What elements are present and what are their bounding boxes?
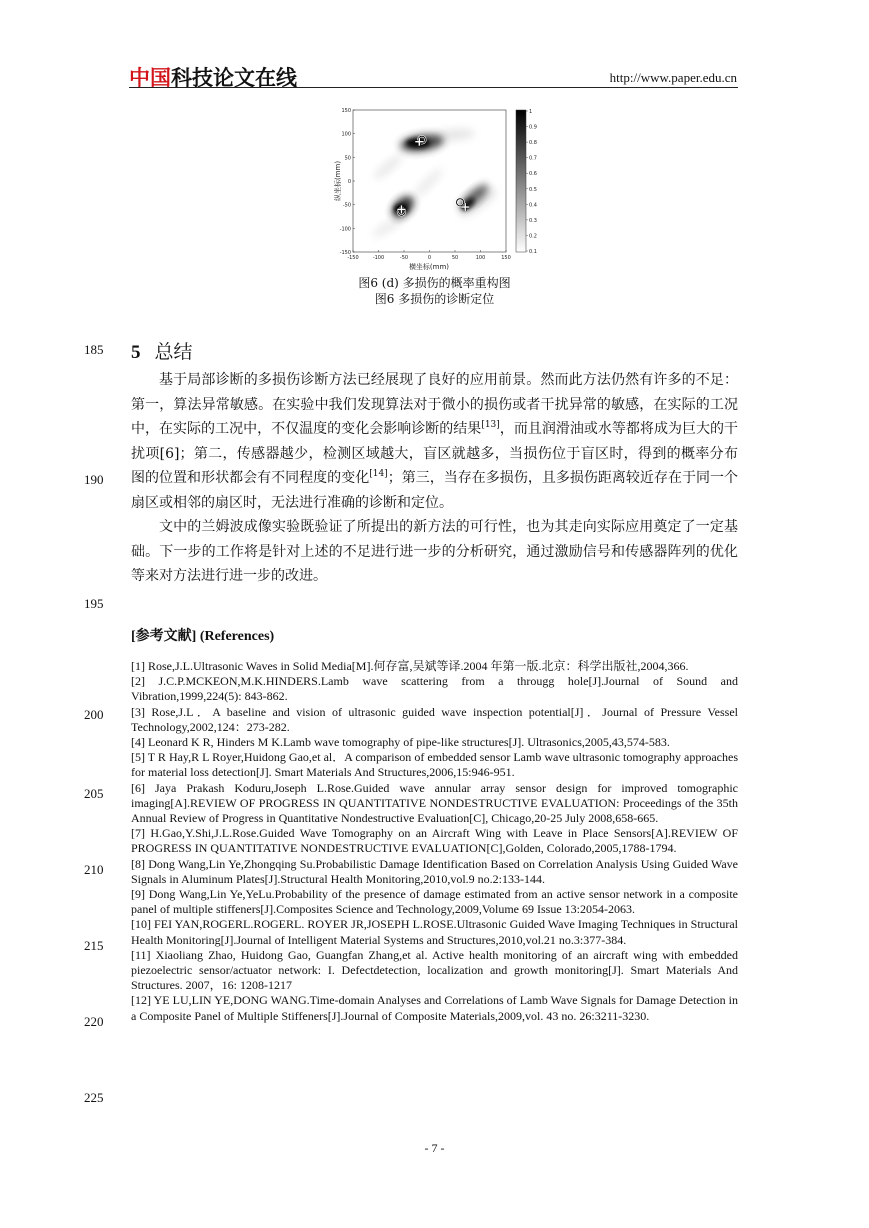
line-number: 195 [84, 596, 104, 611]
citation-13[interactable]: [13] [481, 420, 500, 431]
x-axis-label: 横坐标(mm) [408, 263, 450, 271]
line-number: 200 [84, 707, 104, 722]
y-tick-label: -50 [342, 202, 351, 209]
reference-item: [12] YE LU,LIN YE,DONG WANG.Time-domain Analyses and Correlations of Lamb Wave Signals for Damage Detection in a Composite Panel of Multiple Stiffeners[J].Journal of Composite Materials,2009,vol. 43 no. 26:3211-3230. [131, 993, 738, 1023]
y-tick-label: 50 [344, 155, 351, 162]
reference-list [131, 659, 738, 1024]
section-number: 5 [131, 342, 141, 363]
colorbar-tick-label: 0.9 [529, 124, 537, 131]
para1-text-a: 基于局部诊断的多损伤诊断方法已经展现了良好的应用前景。然而此方法仍然有许多的不足：第一，算法异常敏感。在实验中我们发现算法对于微小的损伤或者干扰异常的敏感，在实际的工况中，在实际的工况中，不仅温度的变化会影响诊断的结果 [131, 372, 738, 438]
colorbar [516, 110, 526, 252]
x-tick-label: -50 [399, 255, 409, 261]
y-tick-label: -150 [339, 250, 351, 256]
figure-sub-caption: 图6 (d) 多损伤的概率重构图 [358, 276, 511, 290]
page-number: - 7 - [424, 1141, 445, 1155]
para1-text-b: ，而且润滑油或水等都将成为巨大的干扰项[6]；第二，传感器越少，检测区域越大，盲区就越多，当损伤位于盲区时，得到的概率分布图的位置和形状都会有不同程度的变化 [131, 421, 739, 487]
logo-red-text: 中国 [129, 66, 171, 90]
x-tick-label: 150 [501, 255, 511, 261]
line-number: 210 [84, 862, 104, 877]
x-tick-label: 50 [451, 255, 459, 261]
colorbar-tick-label: 0.4 [529, 202, 537, 209]
section-heading [131, 337, 193, 364]
reference-item: [9] Dong Wang,Lin Ye,YeLu.Probability of the presence of damage estimated from an active sensor network in a composite panel of multiple stiffeners[J].Composites Science and Technology,2009,Volume 69 Issue 13:2054-2063. [131, 887, 738, 917]
line-number: 215 [84, 938, 104, 953]
line-number: 225 [84, 1090, 104, 1105]
x-tick-label: -150 [347, 255, 359, 261]
colorbar-tick-label: 1 [529, 109, 533, 115]
section-title: 总结 [154, 341, 193, 363]
reference-item: [5] T R Hay,R L Royer,Huidong Gao,et al．A comparison of embedded sensor Lamb wave ultrasonic tomography approaches for material loss detection[J]. Smart Materials And Structures,2006,15:946-951. [131, 750, 738, 780]
x-tick-label: 0 [427, 255, 432, 261]
line-number: 190 [84, 472, 104, 487]
reference-item: [3] Rose,J.L．A baseline and vision of ultrasonic guided wave inspection potential[J]．Journal of Pressure Vessel Technology,2002,124：273-282. [131, 704, 738, 734]
x-tick-label: -100 [372, 255, 385, 261]
colorbar-tick-label: 0.6 [529, 171, 537, 178]
colorbar-tick-label: 0.5 [529, 186, 537, 193]
colorbar-tick-label: 0.1 [529, 249, 537, 255]
colorbar-tick-label: 0.7 [529, 155, 537, 162]
reference-item: [4] Leonard K R, Hinders M K.Lamb wave tomography of pipe-like structures[J]. Ultrasonics,2005,43,574-583. [131, 735, 670, 750]
y-axis-label: 纵坐标(mm) [334, 160, 342, 202]
conclusion-paragraph-2: 文中的兰姆波成像实验既验证了所提出的新方法的可行性，也为其走向实际应用奠定了一定基础。下一步的工作将是针对上述的不足进行进一步的分析研究，通过激励信号和传感器阵列的优化等来对方法进行进一步的改进。 [131, 519, 738, 585]
reference-item: [1] Rose,J.L.Ultrasonic Waves in Solid Media[M].何存富,吴斌等译.2004 年第一版.北京：科学出版社,2004,366. [131, 659, 689, 673]
reference-item: [6] Jaya Prakash Koduru,Joseph L.Rose.Guided wave annular array sensor design for improved tomographic imaging[A].REVIEW OF PROGRESS IN QUANTITATIVE NONDESTRUCTIVE EVALUATION: Proceedings of the 35th Annual Review of Progress in Quantitative Nondestructive Evaluation[C], Chicago,20-25 July 2008,658-665. [131, 780, 738, 826]
colorbar-tick-label: 0.8 [529, 140, 537, 147]
line-number: 205 [84, 786, 104, 801]
probability-heatmap-figure [328, 105, 540, 275]
header-url[interactable]: http://www.paper.edu.cn [609, 70, 737, 85]
references-heading: [参考文献] (References) [131, 629, 275, 644]
colorbar-tick-label: 0.2 [529, 233, 537, 240]
colorbar-tick-label: 0.3 [529, 217, 537, 224]
conclusion-paragraph-1 [131, 368, 738, 516]
y-tick-label: 150 [341, 108, 351, 114]
citation-14[interactable]: [14] [369, 469, 388, 480]
y-tick-label: 0 [347, 179, 351, 185]
figure-caption: 图6 多损伤的诊断定位 [374, 292, 495, 306]
colorbar-ticks [526, 109, 537, 255]
para1-text-c: ；第三，当存在多损伤，且多损伤距离较近存在于同一个扇区或相邻的扇区时，无法进行准确的诊断和定位。 [131, 470, 739, 511]
x-tick-label: 100 [475, 255, 486, 261]
reference-item: [7] H.Gao,Y.Shi,J.L.Rose.Guided Wave Tomography on an Aircraft Wing with Leave in Place Sensors[A].REVIEW OF PROGRESS IN QUANTITATIVE NONDESTRUCTIVE EVALUATION[C],Golden, Colorado,2005,1788-1794. [131, 826, 738, 856]
reference-item: [8] Dong Wang,Lin Ye,Zhongqing Su.Probabilistic Damage Identification Based on Correlation Analysis Using Guided Wave Signals in Aluminum Plates[J].Structural Health Monitoring,2010,vol.9 no.2:133-144. [131, 856, 738, 886]
logo-black-text: 科技论文在线 [171, 66, 297, 90]
header-rule [129, 87, 738, 88]
reference-item: [11] Xiaoliang Zhao, Huidong Gao, Guangfan Zhang,et al. Active health monitoring of an aircraft wing with embedded piezoelectric sensor/actuator network: I. Defectdetection, localization and growth monitoring[J]. Smart Materials And Structures. 2007，16: 1208-1217 [131, 947, 738, 993]
line-number: 220 [84, 1014, 104, 1029]
y-tick-label: 100 [341, 131, 351, 138]
y-tick-label: -100 [339, 226, 351, 233]
line-number: 185 [84, 342, 104, 357]
reference-item: [10] FEI YAN,ROGERL.ROGERL. ROYER JR,JOSEPH L.ROSE.Ultrasonic Guided Wave Imaging Techniques in Structural Health Monitoring[J].Journal of Intelligent Material Systems and Structures,2010,vol.21 no.3:377-384. [131, 917, 738, 947]
reference-item: [2] J.C.P.MCKEON,M.K.HINDERS.Lamb wave scattering from a througg hole[J].Journal of Sound and Vibration,1999,224(5): 843-862. [131, 674, 738, 704]
